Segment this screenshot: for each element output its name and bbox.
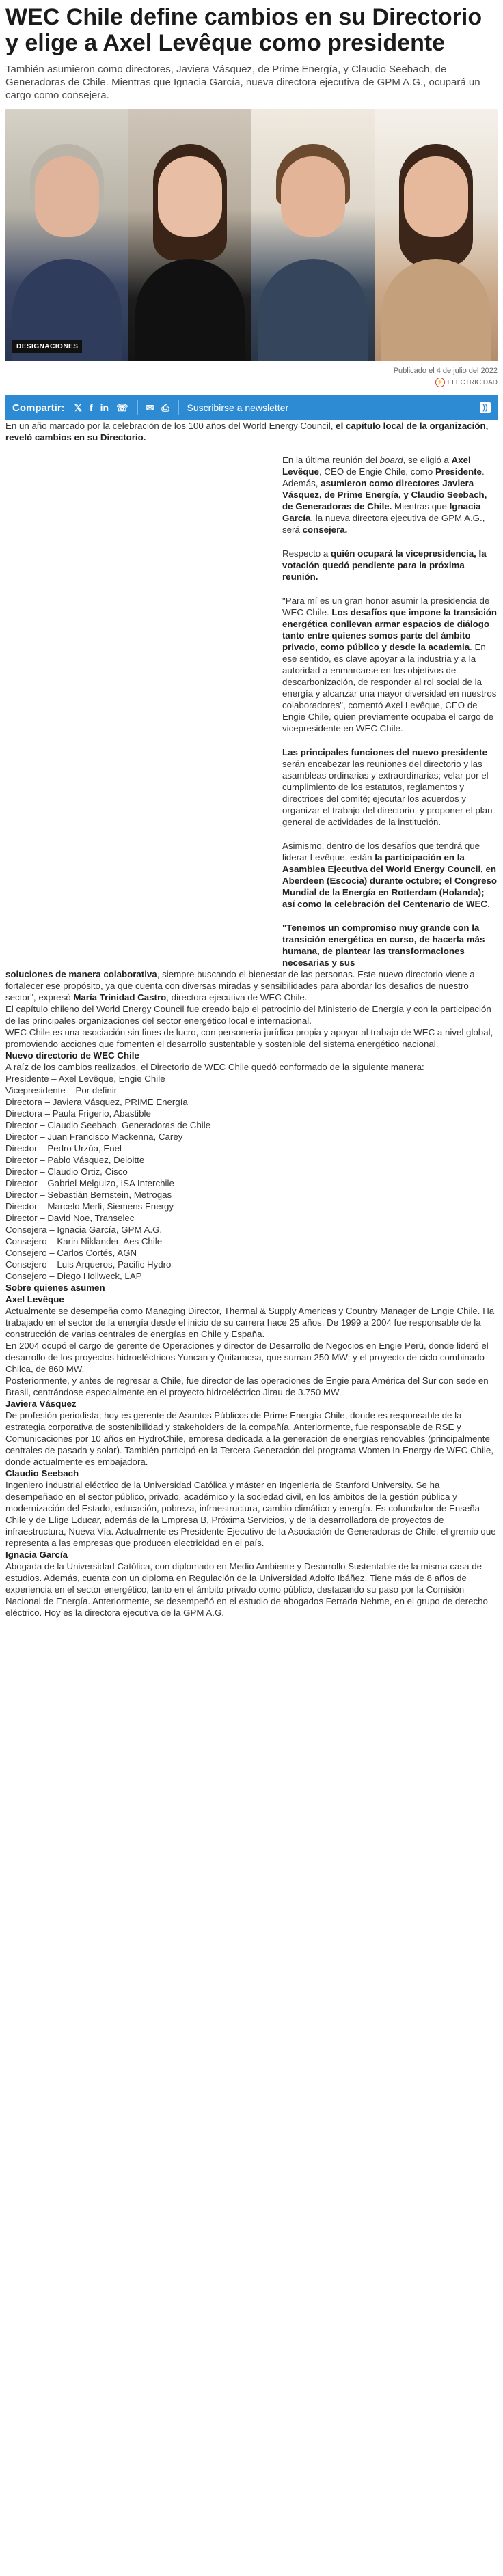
article [5,0,498,1619]
email-icon[interactable]: ✉ [146,402,154,413]
new-directory-text: A raíz de los cambios realizados, el Directorio de WEC Chile quedó conformado de la siguiente manera: [5,1062,424,1072]
paragraph-6: soluciones de manera colaborativa, siempre buscando el bienestar de las personas. Este nuevo directorio viene a fortalecer ese propósito, ya que cuenta con diversas miradas y sensibilidades para abordar los desafíos de nuestro sector", expresó María Trinidad Castro, directora ejecutiva de WEC Chile. [5,969,475,1003]
list-item: Director – David Noe, Transelec [5,1213,135,1223]
paragraph-5: Asimismo, dentro de los desafíos que tendrá que liderar Levêque, están la participación en la Asamblea Ejecutiva del World Energy Council, en Aberdeen (Escocia) durante octubre; el Congreso Mundial de la Energía en Rotterdam (Holanda); así como la celebración del Centenario de WEC. [282,841,498,909]
new-directory-title: Nuevo directorio de WEC Chile [5,1050,139,1061]
axel-paragraph-2: En 2004 ocupó el cargo de gerente de Operaciones y director de Desarrollo de Negocios en Engie Perú, donde lideró el desarrollo de los proyectos hidroeléctricos Yuncan y Quitaracsa, que suman 250 MW; y el proyecto de ciclo combinado Chilca, de 860 MW. [5,1341,489,1374]
share-divider-2 [178,400,179,415]
category-tag[interactable] [5,378,498,387]
hero-image [5,109,498,361]
list-item: Vicepresidente – Por definir [5,1085,118,1095]
facebook-icon[interactable]: f [89,402,93,413]
category-label: ELECTRICIDAD [447,378,498,387]
list-item: Director – Claudio Ortiz, Cisco [5,1166,128,1177]
list-item: Consejero – Diego Hollweck, LAP [5,1271,142,1281]
portrait-2 [128,109,252,361]
portrait-3 [252,109,375,361]
list-item: Director – Juan Francisco Mackenna, Carey [5,1132,183,1142]
share-divider [137,400,138,415]
about-title: Sobre quienes asumen [5,1283,105,1293]
share-bar [5,395,498,420]
print-icon[interactable]: ⎙ [161,402,169,413]
list-item: Consejero – Karin Niklander, Aes Chile [5,1236,163,1246]
list-item: Director – Gabriel Melguizo, ISA Interchile [5,1178,174,1188]
paragraph-4: Las principales funciones del nuevo presidente serán encabezar las reuniones del directorio y las asambleas ordinarias y extraordinarias; velar por el cumplimiento de los estatutos, reglamentos y directrices del comité; ejecutar los acuerdos y organizar el trabajo del directorio, y proponer el plan general de actividades de la institución. [282,747,493,827]
list-item: Consejero – Luis Arqueros, Pacific Hydro [5,1259,172,1270]
right-column [282,454,498,968]
axel-title: Axel Levêque [5,1294,64,1304]
ignacia-title: Ignacia García [5,1550,68,1560]
paragraph-6-start: "Tenemos un compromiso muy grande con la transición energética en curso, de hacerla más humana, de plantear las transformaciones necesarias y sus [282,923,485,968]
share-label: Compartir: [12,402,65,414]
list-item: Director – Pedro Urzúa, Enel [5,1143,122,1153]
lightning-icon: ⚡ [435,378,445,387]
axel-paragraph-1: Actualmente se desempeña como Managing Director, Thermal & Supply Americas y Country Manager de Engie Chile. Ha trabajado en el sector de la energía desde el inicio de su carrera hace 25 años. De 1999 a 2004 fue responsable de la construcción de varias centrales de energías en Chile y España. [5,1306,495,1339]
axel-paragraph-3: Posteriormente, y antes de regresar a Chile, fue director de las operaciones de Engie para América del Sur con sede en Brasil, centrándose especialmente en el proyecto hidroeléctrico Jirau de 3.750 MW. [5,1375,489,1397]
paragraph-3: "Para mí es un gran honor asumir la presidencia de WEC Chile. Los desafíos que impone la transición energética conllevan armar espacios de diálogo tanto entre quienes somos parte del ámbito privado, como público y desde la academia. En ese sentido, es clave apoyar a la industria y a la autoridad a enmarcarse en los objetivos de descarbonización, de responder al rol social de la energía y alcanzar una mayor diversidad en nuestros colaboradores", comentó Axel Levêque, CEO de Engie Chile, quien previamente ocupaba el cargo de vicepresidente en WEC Chile. [282,596,498,733]
list-item: Director – Pablo Vásquez, Deloitte [5,1155,145,1165]
paragraph-8: WEC Chile es una asociación sin fines de lucro, con personería jurídica propia y apoyar al trabajo de WEC a nivel global, promoviendo acciones que fomenten el desarrollo sustentable y sostenible del sistema energético nacional. [5,1027,493,1049]
list-item: Consejera – Ignacia García, GPM A.G. [5,1224,163,1235]
list-item: Director – Sebastián Bernstein, Metrogas [5,1190,172,1200]
article-lead: También asumieron como directores, Javiera Vásquez, de Prime Energía, y Claudio Seebach, de Generadoras de Chile. Mientras que Ignacia García, nueva directora ejecutiva de GPM A.G., ocupará un cargo como consejera. [5,64,480,101]
directory-list [5,1073,498,1282]
javiera-paragraph: De profesión periodista, hoy es gerente de Asuntos Públicos de Prime Energía Chile, donde es responsable de la estrategia corporativa de sostenibilidad y stakeholders de la compañía. Anteriormente, fue responsable de RSE y Comunicaciones por 10 años en HydroChile, empresa dedicada a la generación de energías renovables (principalmente centrales de pasada y solar). También participó en la Tercera Generación del programa Women In Energy de WEC Chile, donde actualmente es embajadora. [5,1410,493,1467]
claudio-title: Claudio Seebach [5,1468,79,1479]
list-item: Directora – Paula Frigerio, Abastible [5,1108,151,1119]
article-title: WEC Chile define cambios en su Directorio y elige a Axel Levêque como presidente [5,4,482,56]
claudio-paragraph: Ingeniero industrial eléctrico de la Universidad Católica y máster en Ingeniería de Stanford University. Se ha desempeñado en el sector público, privado, académico y la sociedad civil, en los ámbitos de la gestión pública y modernización del Estado, educación, pobreza, infraestructura, cambio climático y energía. Es cofundador de Enseña Chile y de Elige Educar, además de la Empresa B, Próxima Servicios, y de la desarrolladora de proyectos de infraestructura, Nueva Vía. Actualmente es Presidente Ejecutivo de la Asociación de Generadoras de Chile, el gremio que representa a las empresas que producen electricidad en el país. [5,1480,496,1548]
publish-date: Publicado el 4 de julio del 2022 [393,367,498,375]
javiera-title: Javiera Vásquez [5,1399,77,1409]
paragraph-1: En la última reunión del board, se eligió a Axel Levêque, CEO de Engie Chile, como Presidente. Además, asumieron como directores Javiera Vásquez, de Prime Energía, y Claudio Seebach, de Generadoras de Chile. Mientras que Ignacia García, la nueva directora ejecutiva de GPM A.G., será consejera. [282,455,487,535]
list-item: Directora – Javiera Vásquez, PRIME Energía [5,1097,188,1107]
paragraph-2: Respecto a quién ocupará la vicepresidencia, la votación quedó pendiente para la próxima reunión. [282,548,487,582]
rss-icon[interactable]: )) [480,402,491,413]
newsletter-link[interactable]: Suscribirse a newsletter [187,402,289,413]
article-body [5,420,498,1619]
paragraph-7: El capítulo chileno del World Energy Council fue creado bajo el patrocinio del Ministerio de Energía y con la participación de las principales organizaciones del sector energético local e internacional. [5,1004,491,1026]
list-item: Presidente – Axel Levêque, Engie Chile [5,1074,165,1084]
hero-badge: DESIGNACIONES [12,340,82,353]
whatsapp-icon[interactable]: ☏ [116,402,128,413]
list-item: Director – Claudio Seebach, Generadoras de Chile [5,1120,211,1130]
portrait-4 [375,109,498,361]
twitter-icon[interactable]: 𝕏 [74,402,82,413]
linkedin-icon[interactable]: in [100,402,109,413]
list-item: Director – Marcelo Merli, Siemens Energy [5,1201,174,1212]
ignacia-paragraph: Abogada de la Universidad Católica, con diplomado en Medio Ambiente y Desarrollo Sustentable de la misma casa de estudios. Además, cuenta con un diploma en Regulación de la Universidad Adolfo Ibáñez. Tiene más de 8 años de experiencia en el sector energético, tanto en el ámbito privado como público, destacando su paso por la Comisión Nacional de Energía. Anteriormente, se desempeñó en el estudio de abogados Ferrada Nehme, en el grupo de derecho eléctrico. Hoy es la directora ejecutiva de la GPM A.G. [5,1561,488,1618]
list-item: Consejero – Carlos Cortés, AGN [5,1248,137,1258]
intro-paragraph: En un año marcado por la celebración de los 100 años del World Energy Council, el capítulo local de la organización, reveló cambios en su Directorio. [5,421,489,443]
portrait-1 [5,109,128,361]
